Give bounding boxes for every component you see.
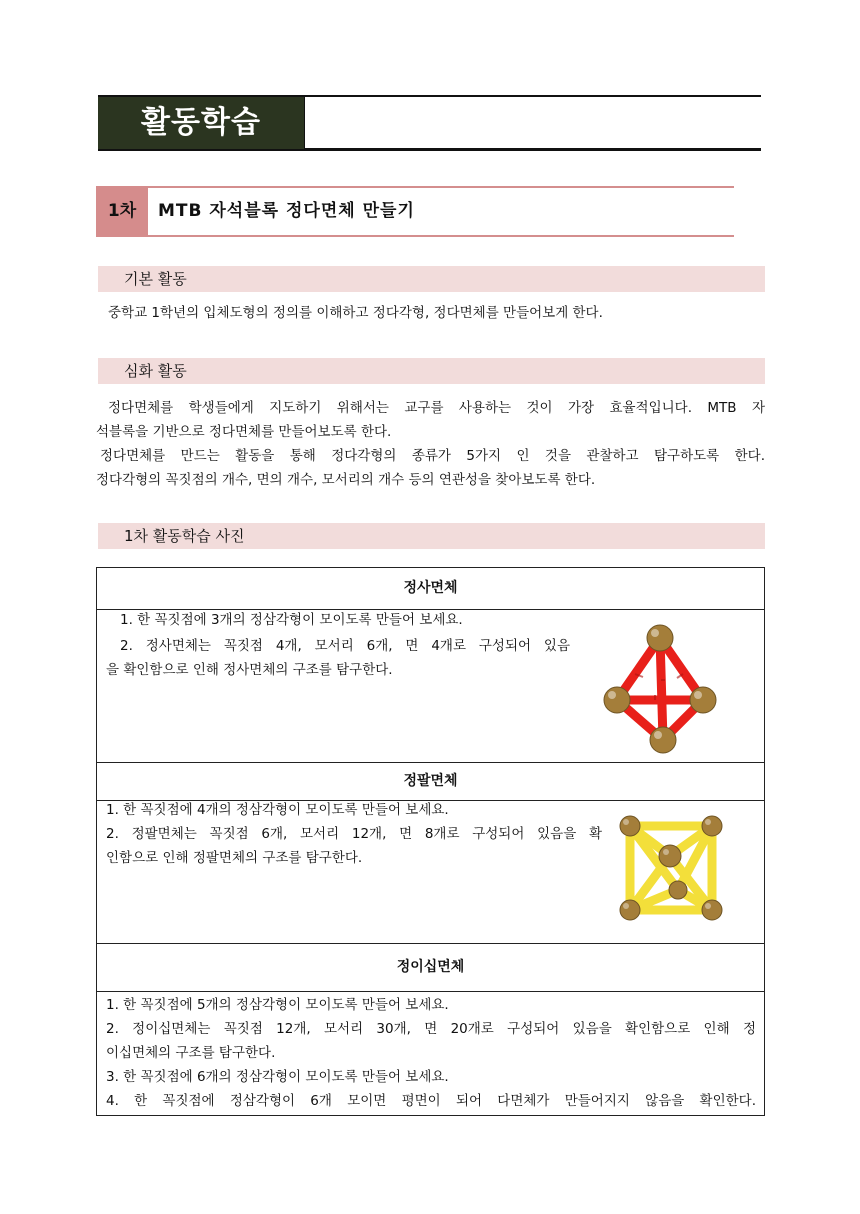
session-number: 1차 <box>96 186 148 237</box>
session-title: MTB 자석블록 정다면체 만들기 <box>158 201 415 221</box>
advanced-heading: 심화 활동 <box>98 358 765 384</box>
tetra-line-2: 2. 정사면체는 꼭짓점 4개, 모서리 6개, 면 4개로 구성되어 있음 <box>120 638 570 654</box>
octa-line-2: 2. 정팔면체는 꼭짓점 6개, 모서리 12개, 면 8개로 구성되어 있음을 확 <box>106 826 602 842</box>
advanced-line-2: 석블록을 기반으로 정다면체를 만들어보도록 한다. <box>96 424 392 440</box>
icosa-line-1: 1. 한 꼭짓점에 5개의 정삼각형이 모이도록 만들어 보세요. <box>106 997 449 1013</box>
advanced-line-1: 정다면체를 학생들에게 지도하기 위해서는 교구를 사용하는 것이 가장 효율적입니다. MTB 자 <box>108 400 765 416</box>
octahedron-photo <box>610 808 735 928</box>
octa-line-3: 인함으로 인해 정팔면체의 구조를 탐구한다. <box>106 850 363 866</box>
advanced-line-3: 정다면체를 만드는 활동을 통해 정다각형의 종류가 5가지 인 것을 관찰하고 탐구하도록 한다. <box>100 448 765 464</box>
basic-text: 중학교 1학년의 입체도형의 정의를 이해하고 정다각형, 정다면체를 만들어보게 한다. <box>108 305 603 321</box>
table-divider <box>96 991 765 992</box>
octa-line-1: 1. 한 꼭짓점에 4개의 정삼각형이 모이도록 만들어 보세요. <box>106 802 449 818</box>
icosa-line-4: 3. 한 꼭짓점에 6개의 정삼각형이 모이도록 만들어 보세요. <box>106 1069 449 1085</box>
photos-heading: 1차 활동학습 사진 <box>98 523 765 549</box>
session-bottom-rule <box>96 235 734 237</box>
icosa-title: 정이십면체 <box>396 959 465 975</box>
octa-title: 정팔면체 <box>403 773 458 789</box>
icosa-line-3: 이십면체의 구조를 탐구한다. <box>106 1045 276 1061</box>
tetra-line-1: 1. 한 꼭짓점에 3개의 정삼각형이 모이도록 만들어 보세요. <box>120 612 463 628</box>
tetrahedron-photo <box>595 620 745 760</box>
advanced-line-4: 정다각형의 꼭짓점의 개수, 면의 개수, 모서리의 개수 등의 연관성을 찾아보도록 한다. <box>96 472 596 488</box>
tetra-title: 정사면체 <box>403 580 458 596</box>
tetra-line-3: 을 확인함으로 인해 정사면체의 구조를 탐구한다. <box>106 662 393 678</box>
icosa-line-2: 2. 정이십면체는 꼭짓점 12개, 모서리 30개, 면 20개로 구성되어 있음을 확인함으로 인해 정 <box>106 1021 756 1037</box>
basic-heading: 기본 활동 <box>98 266 765 292</box>
page-title: 활동학습 <box>98 97 305 149</box>
icosa-line-5: 4. 한 꼭짓점에 정삼각형이 6개 모이면 평면이 되어 다면체가 만들어지지 않음을 확인한다. <box>106 1093 756 1109</box>
